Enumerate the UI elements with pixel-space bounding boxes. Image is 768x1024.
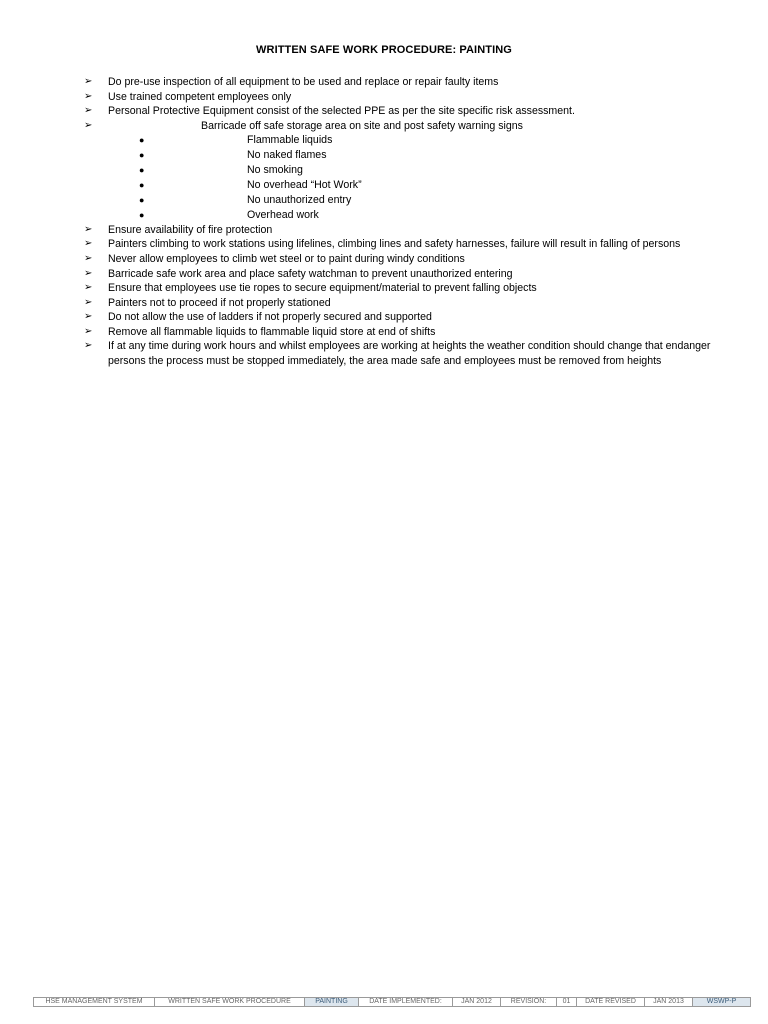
footer-date-revised-label: DATE REVISED (577, 998, 645, 1006)
arrow-bullet-icon: ➢ (84, 90, 93, 102)
footer-date-implemented-label: DATE IMPLEMENTED: (359, 998, 453, 1006)
list-item: ➢ Use trained competent employees only (84, 90, 292, 103)
footer-code: WSWP-P (693, 998, 750, 1006)
arrow-bullet-icon: ➢ (84, 76, 93, 87)
arrow-bullet-icon: ➢ (84, 296, 93, 308)
list-item: ➢ Ensure that employees use tie ropes to secure equipment/material to prevent falling objects (84, 282, 537, 295)
list-item: ➢ Painters not to proceed if not properly stationed (84, 296, 331, 309)
footer-revision: 01 (557, 998, 577, 1006)
dot-bullet-icon: ● (139, 150, 145, 161)
arrow-bullet-icon: ➢ (84, 340, 93, 352)
arrow-bullet-icon: ➢ (84, 119, 93, 131)
list-item: ➢ If at any time during work hours and whilst employees are working at heights the weather condition should change that endanger persons the process must be stopped immediately, the area made safe and employees must be removed from heights (84, 340, 711, 368)
footer-topic: PAINTING (305, 998, 359, 1006)
sub-list-item: ● No unauthorized entry (139, 193, 352, 206)
dot-bullet-icon: ● (139, 180, 145, 191)
arrow-bullet-icon: ➢ (84, 252, 93, 264)
list-item: ➢ Personal Protective Equipment consist of the selected PPE as per the site specific risk assessment. (84, 105, 575, 118)
sub-list-item: ● No smoking (139, 164, 303, 177)
footer-doc-type: WRITTEN SAFE WORK PROCEDURE (155, 998, 305, 1006)
arrow-bullet-icon: ➢ (84, 238, 93, 250)
document-title: WRITTEN SAFE WORK PROCEDURE: PAINTING (256, 44, 512, 56)
dot-bullet-icon: ● (139, 135, 145, 146)
dot-bullet-icon: ● (139, 194, 145, 205)
arrow-bullet-icon: ➢ (84, 267, 93, 279)
list-item: ➢ Do not allow the use of ladders if not properly secured and supported (84, 311, 432, 324)
arrow-bullet-icon: ➢ (84, 325, 93, 337)
sub-list-item: ● No overhead “Hot Work” (139, 179, 362, 192)
arrow-bullet-icon: ➢ (84, 282, 93, 294)
list-item: ➢ Barricade off safe storage area on site and post safety warning signs (84, 119, 523, 132)
sub-list-item: ● Flammable liquids (139, 134, 333, 147)
arrow-bullet-icon: ➢ (84, 311, 93, 323)
footer-date-revised: JAN 2013 (645, 998, 693, 1006)
arrow-bullet-icon: ➢ (84, 223, 93, 235)
arrow-bullet-icon: ➢ (84, 105, 93, 117)
footer-system: HSE MANAGEMENT SYSTEM (34, 998, 155, 1006)
list-item: ➢ Never allow employees to climb wet steel or to paint during windy conditions (84, 252, 465, 265)
list-item: ➢ Do pre-use inspection of all equipment to be used and replace or repair faulty items (84, 76, 499, 88)
procedure-list (84, 75, 744, 369)
dot-bullet-icon: ● (139, 165, 145, 176)
list-item: ➢ Painters climbing to work stations using lifelines, climbing lines and safety harnesses, failure will result in falling of persons (84, 238, 681, 251)
dot-bullet-icon: ● (139, 209, 145, 220)
sub-list-item: ● No naked flames (139, 149, 327, 162)
list-item: ➢ Barricade safe work area and place safety watchman to prevent unauthorized entering (84, 267, 513, 280)
footer-revision-label: REVISION: (501, 998, 557, 1006)
list-item: ➢ Ensure availability of fire protection (84, 223, 273, 236)
list-item: ➢ Remove all flammable liquids to flammable liquid store at end of shifts (84, 325, 436, 338)
sub-list-item: ● Overhead work (139, 208, 319, 221)
footer-date-implemented: JAN 2012 (453, 998, 501, 1006)
document-footer (33, 997, 751, 1007)
